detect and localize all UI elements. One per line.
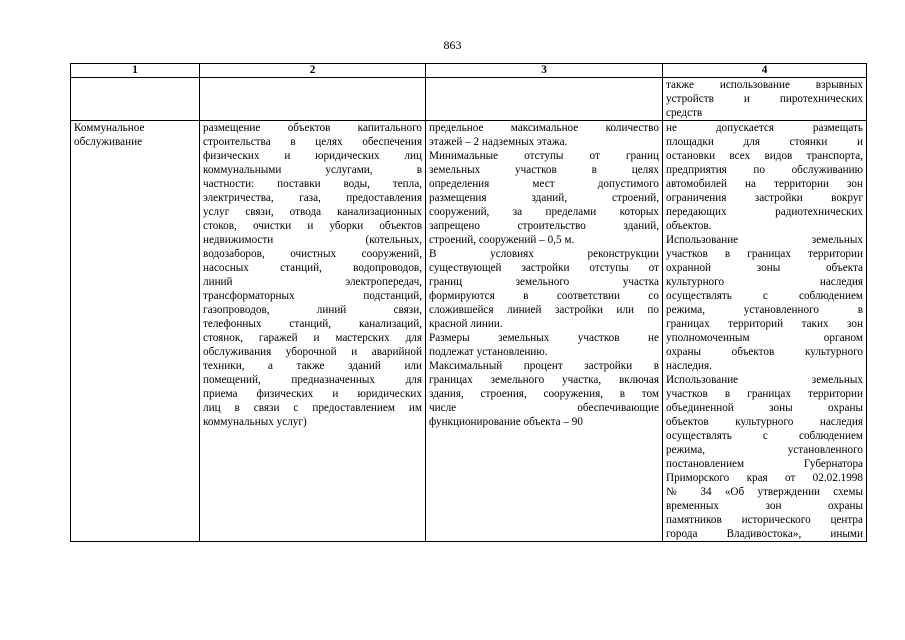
row2-col4-restrictions [663,121,867,542]
c3-line: Минимальные отступы от границ [429,150,659,162]
c2-line: размещение объектов капитального [203,122,422,134]
c2-line: линий электропередач, [203,276,422,288]
c3-line: существующей застройки отступы от [429,262,659,274]
c2-line: коммунальными услугами, в [203,164,422,176]
c3-line: числе обеспечивающие [429,402,659,414]
page-number: 863 [443,38,462,52]
use-type-line: Коммунальное [74,122,145,134]
c2-line: газопроводов, линий связи, [203,304,422,316]
c2-line: физических и юридических лиц [203,150,422,162]
c3-line: границах земельного участка, включая [429,374,659,386]
c4-line: участков в границах территории [666,388,863,400]
header-col-2: 2 [200,64,426,78]
c2-line: строительства в целях обеспечения [203,136,422,148]
c2-line: насосных станций, водопроводов, [203,262,422,274]
c3-line: строений, сооружений – 0,5 м. [429,234,575,246]
c2-line: техники, а также зданий или [203,360,422,372]
c3-line: подлежат установлению. [429,346,548,358]
c4-line: уполномоченным органом [666,332,863,344]
c4-line: ограничения застройки вокруг [666,192,863,204]
c3-line: сооружений, за пределами которых [429,206,659,218]
c4-line: Приморского края от 02.02.1998 [666,472,863,484]
c2-line: стоков, очистки и уборки объектов [203,220,422,232]
c4-line: остановки всех видов транспорта, [666,150,863,162]
c2-line: недвижимости (котельных, [203,234,422,246]
c4-line: Использование земельных [666,374,863,386]
row1-col3 [426,78,663,121]
c2-line: водозаборов, очистных сооружений, [203,248,422,260]
c4-line: постановлением Губернатора [666,458,863,470]
c3-line: красной линии. [429,318,503,330]
c4-line: памятников исторического центра [666,514,863,526]
c4-line: режима, установленного в [666,304,863,316]
header-col-4: 4 [663,64,867,78]
c4-line: предприятия по обслуживанию [666,164,863,176]
row1-col4-line: устройств и пиротехнических [666,93,863,105]
c3-line: В условиях реконструкции [429,248,659,260]
table-row-continuation [71,78,867,121]
c4-line: № 34 «Об утверждении схемы [666,486,863,498]
c4-line: города Владивостока», иными [666,528,863,540]
c2-line: обслуживания уборочной и аварийной [203,346,422,358]
c3-line: Размеры земельных участков не [429,332,659,344]
table-header-row [71,64,867,78]
c3-line: Максимальный процент застройки в [429,360,659,372]
c3-line: определения мест допустимого [429,178,659,190]
c2-line: приема физических и юридических [203,388,422,400]
row1-col1 [71,78,200,121]
c4-line: объединенной зоны охраны [666,402,863,414]
c2-line: телефонных станций, канализаций, [203,318,422,330]
c4-line: не допускается размещать [666,122,863,134]
c4-line: объектов. [666,220,712,232]
row1-col4-line: также использование взрывных [666,79,863,91]
c4-line: границах территорий таких зон [666,318,863,330]
c4-line: режима, установленного [666,444,863,456]
use-type-line: обслуживание [74,136,143,148]
row2-col1-use-type [71,121,200,542]
c3-line: этажей – 2 надземных этажа. [429,136,568,148]
c4-line: передающих радиотехнических [666,206,863,218]
c3-line: земельных участков в целях [429,164,659,176]
c4-line: площадки для стоянки и [666,136,863,148]
c4-line: участков в границах территории [666,248,863,260]
c3-line: границ земельного участка [429,276,659,288]
table-row-communal-services [71,121,867,542]
c2-line: лиц в связи с предоставлением им [203,402,422,414]
header-col-1: 1 [71,64,200,78]
c3-line: предельное максимальное количество [429,122,659,134]
c4-line: Использование земельных [666,234,863,246]
c4-line: временных зон охраны [666,500,863,512]
c4-line: охранной зоны объекта [666,262,863,274]
c3-line: функционирование объекта – 90 [429,416,583,428]
header-col-3: 3 [426,64,663,78]
c2-line: коммунальных услуг) [203,416,307,428]
row1-col4 [663,78,867,121]
c2-line: частности: поставки воды, тепла, [203,178,422,190]
c4-line: наследия. [666,360,712,372]
c2-line: помещений, предназначенных для [203,374,422,386]
row1-col4-line: средств [666,107,703,119]
c3-line: сложившейся линией застройки или по [429,304,659,316]
row1-col2 [200,78,426,121]
row2-col3-parameters [426,121,663,542]
c4-line: автомобилей на территории зон [666,178,863,190]
c2-line: электричества, газа, предоставления [203,192,422,204]
c4-line: осуществлять с соблюдением [666,430,863,442]
c3-line: здания, строения, сооружения, в том [429,388,659,400]
regulations-table [70,63,867,542]
c3-line: размещения зданий, строений, [429,192,659,204]
c2-line: услуг связи, отвода канализационных [203,206,422,218]
c4-line: осуществлять с соблюдением [666,290,863,302]
c4-line: объектов культурного наследия [666,416,863,428]
c2-line: стоянок, гаражей и мастерских для [203,332,422,344]
c4-line: культурного наследия [666,276,863,288]
c3-line: запрещено строительство зданий, [429,220,659,232]
c4-line: охраны объектов культурного [666,346,863,358]
c3-line: формируются в соответствии со [429,290,659,302]
row2-col2-description [200,121,426,542]
c2-line: трансформаторных подстанций, [203,290,422,302]
